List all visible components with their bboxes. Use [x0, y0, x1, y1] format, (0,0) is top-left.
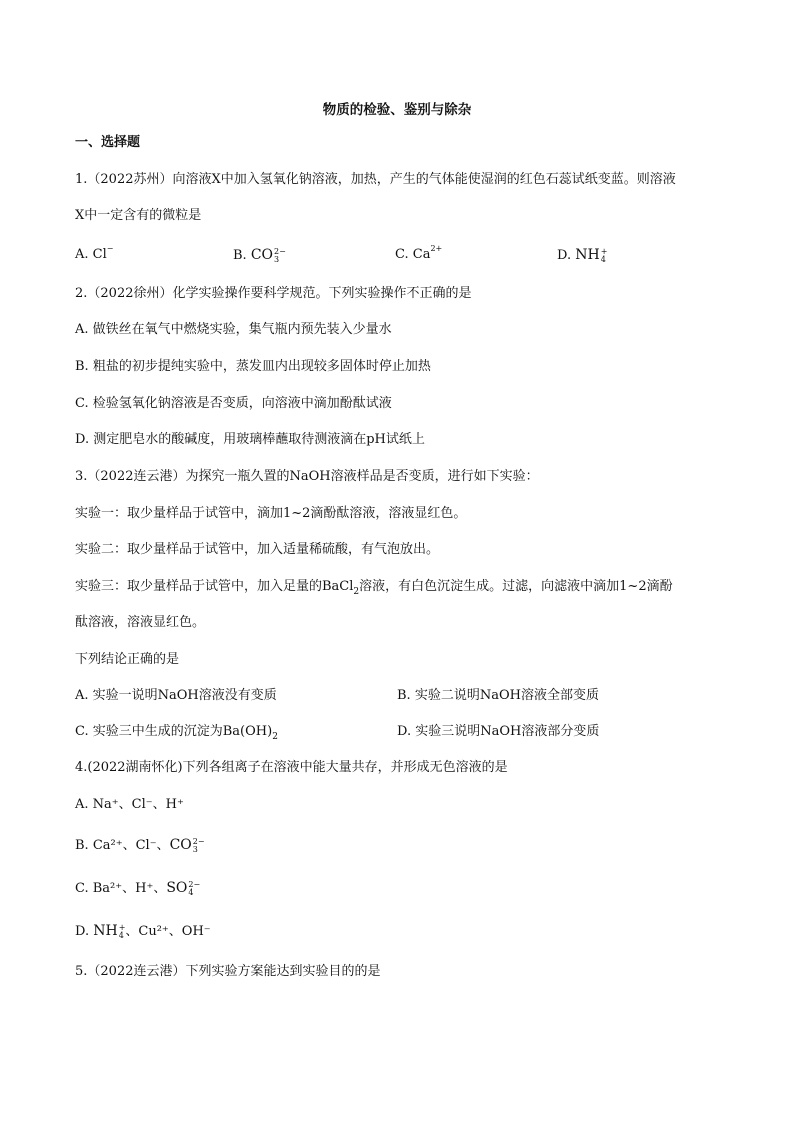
- q3-ask: 下列结论正确的是: [75, 652, 180, 667]
- q4-option-c: C. Ba²⁺、H⁺、SO 2− 4: [75, 879, 201, 897]
- q1-stem-line1: 1.（2022苏州）向溶液X中加入氢氧化钠溶液，加热，产生的气体能使湿润的红色石蕊试纸变蓝。则溶液: [75, 172, 676, 187]
- q3-experiment-1: 实验一：取少量样品于试管中，滴加1~2滴酚酞溶液，溶液显红色。: [75, 506, 467, 521]
- q3-option-b: B. 实验二说明NaOH溶液全部变质: [397, 688, 599, 703]
- q4-option-d: D. NH + 4 、Cu²⁺、OH⁻: [75, 922, 211, 940]
- q1-option-b: B. CO 2− 3: [233, 246, 286, 264]
- q2-option-b: B. 粗盐的初步提纯实验中，蒸发皿内出现较多固体时停止加热: [75, 359, 431, 374]
- q3-option-c: C. 实验三中生成的沉淀为$Ba(OH)_2$: [75, 724, 278, 742]
- q1-option-d: D. NH + 4: [557, 246, 608, 264]
- q3-experiment-2: 实验二：取少量样品于试管中，加入适量稀硫酸，有气泡放出。: [75, 542, 440, 557]
- q3-experiment-3-cont: 酞溶液，溶液显红色。: [75, 615, 206, 630]
- q3-option-a: A. 实验一说明NaOH溶液没有变质: [75, 688, 277, 703]
- q2-option-d: D. 测定肥皂水的酸碱度，用玻璃棒蘸取待测液滴在pH试纸上: [75, 432, 425, 447]
- q2-stem: 2.（2022徐州）化学实验操作要科学规范。下列实验操作不正确的是: [75, 286, 472, 301]
- doc-title: 物质的检验、鉴别与除杂: [322, 102, 472, 118]
- q2-option-c: C. 检验氢氧化钠溶液是否变质，向溶液中滴加酚酞试液: [75, 396, 392, 411]
- q1-option-a: A. Cl−: [75, 244, 114, 262]
- q5-stem: 5.（2022连云港）下列实验方案能达到实验目的的是: [75, 964, 381, 979]
- q4-stem: 4.(2022湖南怀化)下列各组离子在溶液中能大量共存，并形成无色溶液的是: [75, 760, 508, 775]
- section-heading: 一、选择题: [75, 135, 141, 150]
- q1-option-c: C. $Ca^{2+}$: [395, 244, 443, 262]
- q4-option-b: B. Ca²⁺、Cl⁻、CO 2− 3: [75, 836, 205, 854]
- q3-experiment-3: 实验三：取少量样品于试管中，加入足量的BaCl$_2$溶液，有白色沉淀生成。过滤，向滤液中滴加1~2滴酚: [75, 579, 673, 597]
- q1-stem-line2: X中一定含有的微粒是: [75, 208, 202, 223]
- q3-option-d: D. 实验三说明NaOH溶液部分变质: [397, 724, 600, 739]
- q3-stem: 3.（2022连云港）为探究一瓶久置的NaOH溶液样品是否变质，进行如下实验：: [75, 469, 539, 484]
- q4-option-a: A. Na⁺、Cl⁻、H⁺: [75, 797, 184, 812]
- q2-option-a: A. 做铁丝在氧气中燃烧实验，集气瓶内预先装入少量水: [75, 322, 392, 337]
